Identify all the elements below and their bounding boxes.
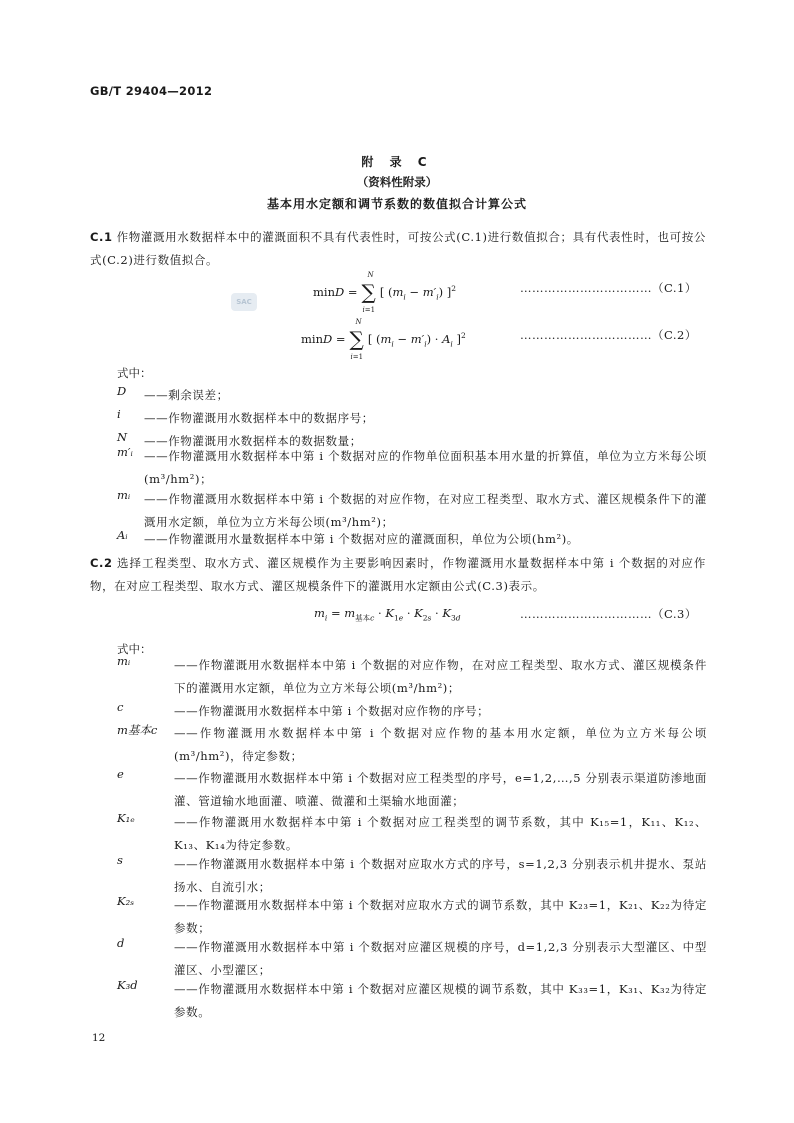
symbol: s xyxy=(117,853,123,867)
definition-text: ——作物灌溉用水数据样本中第 i 个数据对应工程类型的调节系数，其中 K₁₅=1，K₁₁、K₁₂、K₁₃、K₁₄为待定参数。 xyxy=(174,815,707,852)
annex-heading: 基本用水定额和调节系数的数值拟合计算公式 xyxy=(266,197,527,211)
where-label-1: 式中： xyxy=(117,366,152,380)
symbol: e xyxy=(117,767,124,781)
formula-c1 xyxy=(0,271,794,314)
definition-text: ——作物灌溉用水数据样本中第 i 个数据对应的作物单位面积基本用水量的折算值，单位为立方米每公顷(m³/hm²)； xyxy=(144,449,707,486)
standard-number: GB/T 29404—2012 xyxy=(90,84,213,98)
formula-c1-number: ……………………………（C.1） xyxy=(520,281,697,295)
symbol: K₂ₛ xyxy=(117,894,135,908)
clause-c2-text: 选择工程类型、取水方式、灌区规模作为主要影响因素时，作物灌溉用水量数据样本中第 i 个数据的对应作物，在对应工程类型、取水方式、灌区规模条件下的灌溉用水定额由公式(C.3)表示。 xyxy=(90,556,706,593)
formula-c2-number: ……………………………（C.2） xyxy=(520,328,697,342)
symbol: c xyxy=(117,700,124,714)
symbol: D xyxy=(117,384,127,398)
formula-c1-expression: minD = ∑ N i=1 [ $(m_i - m'_i)$ ]$^2$ xyxy=(313,271,457,314)
symbol: N xyxy=(117,430,128,444)
clause-c1-number: C.1 xyxy=(90,230,113,244)
clause-c1 xyxy=(90,226,706,272)
where-label-2: 式中： xyxy=(117,642,152,656)
symbol: d xyxy=(117,936,125,950)
sac-watermark-seal: SAC xyxy=(231,293,257,311)
annex-subtitle: （资料性附录） xyxy=(356,175,438,189)
definition-text: ——作物灌溉用水数据样本中第 i 个数据对应灌区规模的调节系数，其中 K₃₃=1，K₃₁、K₃₂为待定参数。 xyxy=(174,982,707,1019)
definition-text: ——剩余误差； xyxy=(144,388,229,402)
formula-c3-number: ……………………………（C.3） xyxy=(520,607,697,621)
symbol: mᵢ xyxy=(117,654,131,668)
formula-c2-expression: minD = ∑ N i=1 [ $(m_i - m'_i) \cdot A_i$ ]$^2$ xyxy=(301,318,466,361)
formula-c2 xyxy=(0,318,794,361)
definition-text: ——作物灌溉用水数据样本中第 i 个数据对应取水方式的序号，s=1,2,3 分别表示机井提水、泵站扬水、自流引水； xyxy=(174,857,707,894)
definition-text: ——作物灌溉用水数据样本中第 i 个数据对应作物的基本用水定额，单位为立方米每公顷(m³/hm²)，待定参数； xyxy=(174,726,707,763)
symbol: mᵢ xyxy=(117,488,131,502)
annex-title: 附 录 C xyxy=(361,155,433,169)
symbol: K₁ₑ xyxy=(117,811,135,825)
formula-c3-expression: $m_i = m_{基本c} \cdot K_{1e} \cdot K_{2s} \cdot K_{3d}$ xyxy=(314,606,461,623)
page-number: 12 xyxy=(92,1032,106,1044)
definition-text: ——作物灌溉用水数据样本中第 i 个数据对应灌区规模的序号，d=1,2,3 分别表示大型灌区、中型灌区、小型灌区； xyxy=(174,940,707,977)
symbol: K₃d xyxy=(117,978,138,992)
symbol: i xyxy=(117,407,121,421)
symbol: m′ᵢ xyxy=(117,445,133,459)
definition-text: ——作物灌溉用水数据样本中第 i 个数据的对应作物，在对应工程类型、取水方式、灌区规模条件下的灌溉用水定额，单位为立方米每公顷(m³/hm²)； xyxy=(174,658,707,695)
definition-text: ——作物灌溉用水数据样本中第 i 个数据对应取水方式的调节系数，其中 K₂₃=1，K₂₁、K₂₂为待定参数； xyxy=(174,898,707,935)
clause-c2-number: C.2 xyxy=(90,556,113,570)
definition-text: ——作物灌溉用水数据样本中第 i 个数据对应作物的序号； xyxy=(174,704,490,718)
definition-text: ——作物灌溉用水数据样本中的数据序号； xyxy=(144,411,374,425)
symbol: Aᵢ xyxy=(117,528,128,542)
definition-text: ——作物灌溉用水数据样本的数据数量； xyxy=(144,434,362,448)
symbol: m基本c xyxy=(117,723,158,737)
formula-c3 xyxy=(0,606,794,636)
definition-text: ——作物灌溉用水量数据样本中第 i 个数据对应的灌溉面积，单位为公顷(hm²)。 xyxy=(144,532,579,546)
definition-text: ——作物灌溉用水数据样本中第 i 个数据的对应作物，在对应工程类型、取水方式、灌区规模条件下的灌溉用水定额，单位为立方米每公顷(m³/hm²)； xyxy=(144,492,707,529)
clause-c2 xyxy=(90,552,706,598)
clause-c1-text: 作物灌溉用水数据样本中的灌溉面积不具有代表性时，可按公式(C.1)进行数值拟合；具有代表性时，也可按公式(C.2)进行数值拟合。 xyxy=(90,230,706,267)
definition-text: ——作物灌溉用水数据样本中第 i 个数据对应工程类型的序号，e=1,2,…,5 分别表示渠道防渗地面灌、管道输水地面灌、喷灌、微灌和土渠输水地面灌； xyxy=(174,771,707,808)
